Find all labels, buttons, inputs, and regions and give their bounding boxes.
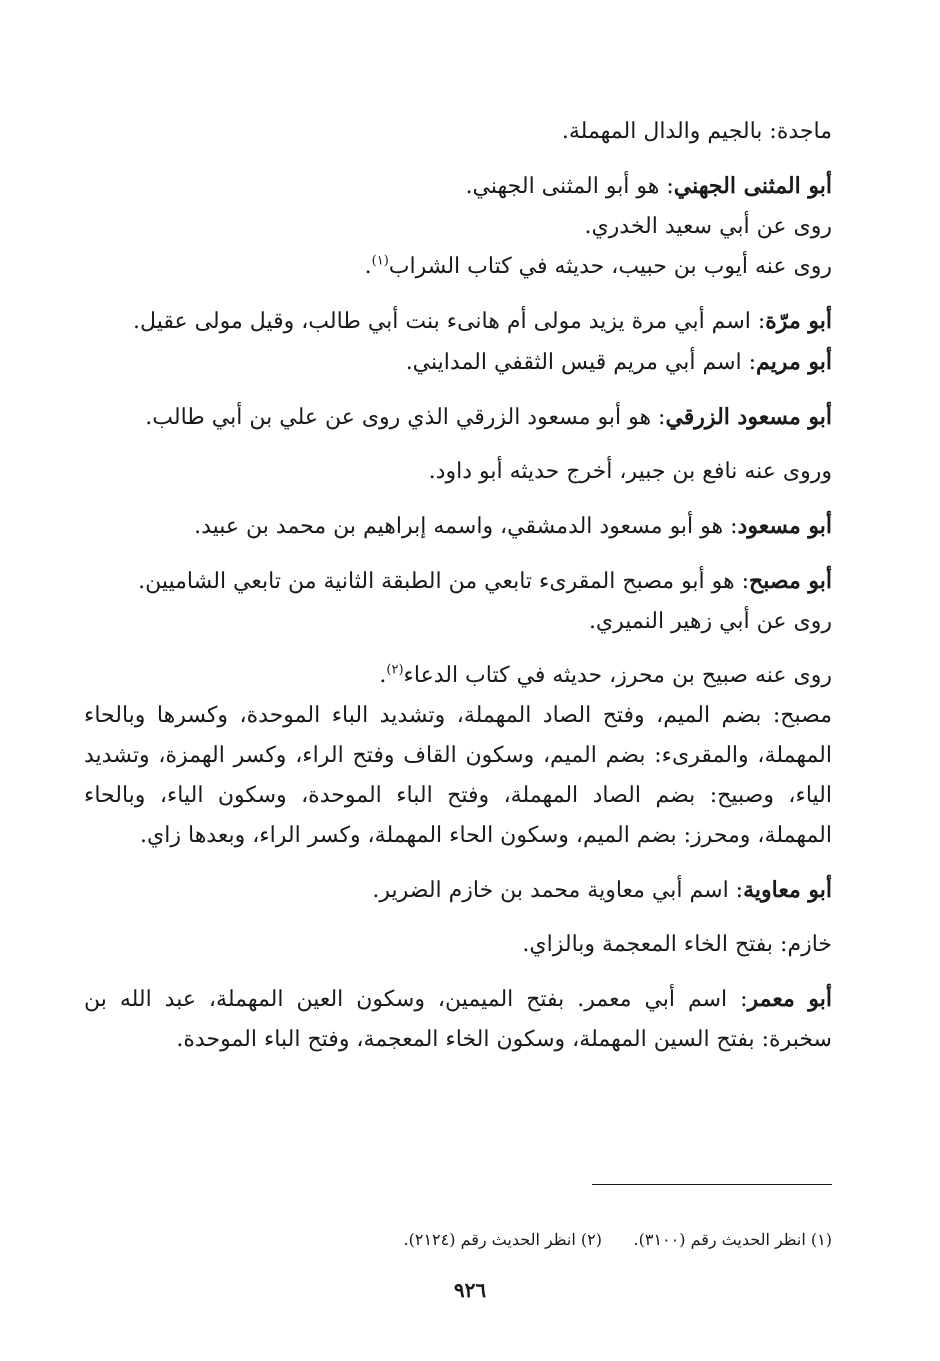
entry-head: أبو مسعود <box>737 513 832 539</box>
entry-head: أبو معاوية <box>743 877 832 903</box>
entry-narration <box>84 452 832 492</box>
entry-head: أبو مريم <box>756 349 832 375</box>
entry-text: : اسم أبي مريم قيس الثقفي المدايني. <box>405 350 757 375</box>
entry-abu-muawiya <box>84 870 832 911</box>
entry-head: أبو مصبح <box>749 568 832 594</box>
footnote-divider <box>592 1184 832 1185</box>
entry-majida <box>84 112 832 152</box>
entry-text: : هو أبو مسعود الزرقي الذي روى عن علي بن أبي طالب. <box>145 405 666 430</box>
entry-text: خازم: بفتح الخاء المعجمة وبالزاي. <box>522 932 832 957</box>
entry-text: روى عنه صبيح بن محرز، حديثه في كتاب الدعاء <box>403 663 832 688</box>
footnote-ref: (١) <box>371 253 389 269</box>
footnote-1: (١) انظر الحديث رقم (٣١٠٠). <box>633 1230 832 1249</box>
main-text <box>84 112 832 1060</box>
entry-abu-al-muthanna <box>84 166 832 207</box>
entry-khazim <box>84 925 832 965</box>
footnote-ref: (٢) <box>386 662 404 678</box>
entry-head: أبو المثنى الجهني <box>673 173 832 199</box>
entry-abu-maryam <box>84 342 832 383</box>
entry-narration <box>84 602 832 642</box>
entry-head: أبو مرّة <box>765 308 832 334</box>
entry-text: : هو أبو مسعود الدمشقي، واسمه إبراهيم بن محمد بن عبيد. <box>194 514 738 539</box>
entry-text: روى عن أبي سعيد الخدري. <box>584 214 832 239</box>
entry-text: : اسم أبي مرة يزيد مولى أم هانىء بنت أبي طالب، وقيل مولى عقيل. <box>133 309 766 334</box>
footnote-2: (٢) انظر الحديث رقم (٢١٢٤). <box>403 1230 602 1249</box>
entry-text: : اسم أبي معاوية محمد بن خازم الضرير. <box>372 878 744 903</box>
entry-abu-masud-zuraqi <box>84 397 832 438</box>
entry-text: روى عن أبي زهير النميري. <box>588 609 832 634</box>
entry-musabbih-vocalization <box>84 696 832 856</box>
entry-abu-masud <box>84 506 832 547</box>
footnotes <box>84 1228 832 1252</box>
entry-abu-murra <box>84 301 832 342</box>
entry-abu-mamar <box>84 979 832 1060</box>
entry-narration <box>84 207 832 247</box>
entry-text: وروى عنه نافع بن جبير، أخرج حديثه أبو داود. <box>428 459 832 484</box>
entry-punct: . <box>379 663 387 688</box>
entry-punct: . <box>364 254 372 279</box>
entry-text: ماجدة: بالجيم والدال المهملة. <box>561 119 832 144</box>
entry-abu-musabbih <box>84 561 832 602</box>
entry-narration <box>84 656 832 696</box>
page-number: ٩٢٦ <box>453 1278 487 1302</box>
entry-narration <box>84 247 832 287</box>
entry-head: أبو مسعود الزرقي <box>665 404 832 430</box>
entry-text: : هو أبو المثنى الجهني. <box>465 174 674 199</box>
entry-text: : هو أبو مصبح المقرىء تابعي من الطبقة الثانية من تابعي الشاميين. <box>138 569 750 594</box>
entry-text: مصبح: بضم الميم، وفتح الصاد المهملة، وتشديد الباء الموحدة، وكسرها وبالحاء المهملة، والمقرىء: بضم الميم، وسكون القاف وفتح الراء، وكسر الهمزة، وتشديد الياء، وصبيح: بضم الصاد المهملة، وفتح الباء الموحدة، وسكون الياء، وبالحاء المهملة، ومحرز: بضم الميم، وسكون الحاء المهملة، وكسر الراء، وبعدها زاي. <box>84 703 832 848</box>
entry-text: : اسم أبي معمر. بفتح الميمين، وسكون العين المهملة، عبد الله بن سخبرة: بفتح السين المهملة، وسكون الخاء المعجمة، وفتح الباء الموحدة. <box>84 987 832 1052</box>
entry-head: أبو معمر <box>747 986 833 1012</box>
entry-text: روى عنه أيوب بن حبيب، حديثه في كتاب الشراب <box>388 254 832 279</box>
